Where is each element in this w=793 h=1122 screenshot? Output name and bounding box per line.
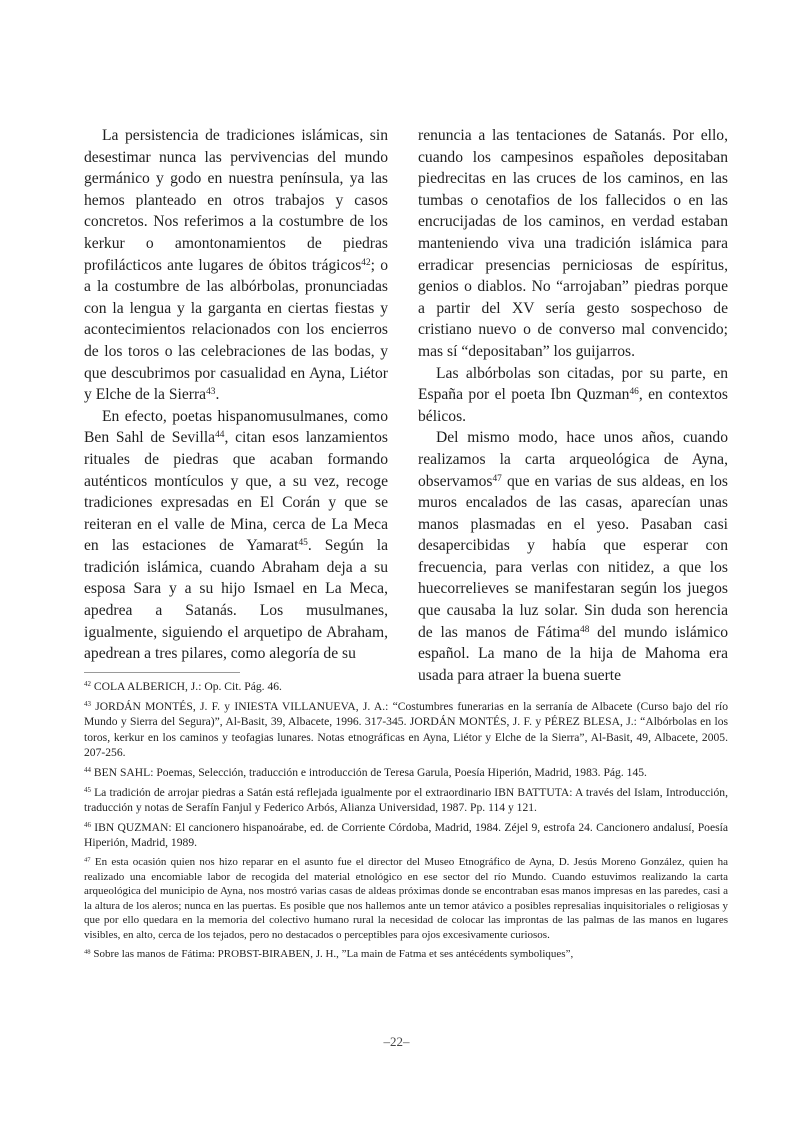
right-column [418,125,728,686]
footnote-number: 48 [84,947,91,955]
body-paragraph: renuncia a las tentaciones de Satanás. Por ello, cuando los campesinos españoles depositaban piedrecitas en las cruces de los caminos, en las tumbas o cenotafios de los fallecidos o en las encrucijadas de los caminos, en verdad estaban manteniendo viva una tradición islámica para erradicar presencias perniciosas de espíritus, genios o diablos. No “arrojaban” piedras porque a partir del XV sería gesto sospechoso de cristiano nuevo o de converso mal convencido; mas sí “depositaban” los guijarros. [418,127,728,360]
footnote-44: $^{44}$ BEN SAHL: Poemas, Selección, traducción e introducción de Teresa Garula, Poesía Hiperión, Madrid, 1983. Pág. 145. [84,765,647,779]
footnote-ref[interactable]: 47 [492,473,502,484]
footnote-number: 45 [84,785,91,794]
footnote-ref[interactable]: 46 [629,386,639,397]
footnote-42: $^{42}$ COLA ALBERICH, J.: Op. Cit. Pág. 46. [84,680,282,693]
body-paragraph: Del mismo modo, hace unos años, cuando realizamos la carta arqueológica de Ayna, observamos$^{47}$ que en varias de sus aldeas, en los muros encalados de las casas, aparecían unas manos plasmadas en el yeso. Pasaban casi desapercibidas y había que esperar con frecuencia, para verlas con nitidez, a que los huecorrelieves se manifestaran según los juegos que causaba la luz solar. Sin duda son herencia de las manos de Fátima$^{48}$ del mundo islámico español. La mano de la hija de Mahoma era usada para atraer la buena suerte [418,429,728,684]
footnotes [84,679,728,965]
footnote-ref[interactable]: 45 [298,538,308,549]
left-column [84,125,388,665]
footnote-43: $^{43}$ JORDÁN MONTÉS, J. F. y INIESTA VILLANUEVA, J. A.: “Costumbres funerarias en la serranía de Albacete (Curso bajo del río Mundo y Sierra del Segura)”, Al-Basit, 39, Albacete, 1996. 317-345. JORDÁN MONTÉS, J. F. y PÉREZ BLESA, J.: “Albórbolas en los toros, kerkur en los caminos y teofagias lunares. Notas etnográficas en Ayna, Liétor y Elche de la Sierra”, Al-Basit, 49, Albacete, 2005. 207-256. [84,699,728,760]
body-paragraph: Las albórbolas son citadas, por su parte, en España por el poeta Ibn Quzman$^{46}$, en contextos bélicos. [418,364,728,425]
page-number: –22– [383,1034,410,1049]
footnote-separator [84,672,240,673]
body-paragraph: En efecto, poetas hispanomusulmanes, como Ben Sahl de Sevilla$^{44}$, citan esos lanzamientos rituales de piedras que acaban formando auténticos montículos y que, a su vez, recoge tradiciones expresadas en El Corán y que se reiteran en el valle de Mina, cerca de La Meca en las estaciones de Yamarat$^{45}$. Según la tradición islámica, cuando Abraham deja a su esposa Sara y a su hijo Ismael en La Meca, apedrea a Satanás. Los musulmanes, igualmente, siguiendo el arquetipo de Abraham, apedrean a tres pilares, como alegoría de su [84,407,388,663]
footnote-number: 46 [84,820,91,829]
footnote-ref[interactable]: 43 [206,386,216,397]
footnote-number: 47 [84,856,91,864]
footnote-ref[interactable]: 48 [580,624,590,635]
footnote-47: $^{47}$ En esta ocasión quien nos hizo reparar en el asunto fue el director del Museo Etnográfico de Ayna, D. Jesús Moreno González, quien ha realizado una encomiable labor de recogida del material etnológico en ese sector del río Mundo. Cuando estuvimos realizando la carta arqueológica del municipio de Ayna, nos mostró varias casas de aldeas próximas donde se encontraban esas manos impresas en las paredes, casi a la altura de los aleros; nunca en las puertas. Es posible que nos hallemos ante un temor atávico a posibles represalias inquisitoriales o religiosas y que por ello quedara en la memoria del colectivo humano rural la necesidad de colocar las improntas de las palmas de las manos en lugares visibles, en alto, cerca de los tejados, pero no destacados o perceptibles para ojos excesivamente curiosos. [84,855,728,941]
footnote-number: 43 [84,699,91,708]
body-paragraph: La persistencia de tradiciones islámicas, sin desestimar nunca las pervivencias del mundo germánico y godo en nuestra península, ya las hemos planteado en otros trabajos y casos concretos. Nos referimos a la costumbre de los kerkur o amontonamientos de piedras profilácticos ante lugares de óbitos trágicos$^{42}$; o a la costumbre de las albórbolas, pronunciadas con la lengua y la garganta en ciertas fiestas y acontecimientos relacionados con los encierros de los toros o las celebraciones de las bodas, y que descubrimos por casualidad en Ayna, Liétor y Elche de la Sierra$^{43}$. [84,127,388,404]
footnote-ref[interactable]: 44 [215,430,225,441]
footnote-46: $^{46}$ IBN QUZMAN: El cancionero hispanoárabe, ed. de Corriente Córdoba, Madrid, 1984. Zéjel 9, estrofa 24. Cancionero andalusí, Poesía Hiperión, Madrid, 1989. [84,820,728,850]
footnote-ref[interactable]: 42 [361,257,371,268]
footnote-45: $^{45}$ La tradición de arrojar piedras a Satán está reflejada igualmente por el extraordinario IBN BATTUTA: A través del Islam, Introducción, traducción y notas de Serafín Fanjul y Federico Arbós, Alianza Universidad, 1987. Pp. 114 y 121. [84,785,728,815]
footnote-number: 42 [84,680,91,689]
footnote-number: 44 [84,766,91,775]
footnote-48: $^{48}$ Sobre las manos de Fátima: PROBST-BIRABEN, J. H., ”La main de Fatma et ses antécédents symboliques”, [84,947,574,960]
